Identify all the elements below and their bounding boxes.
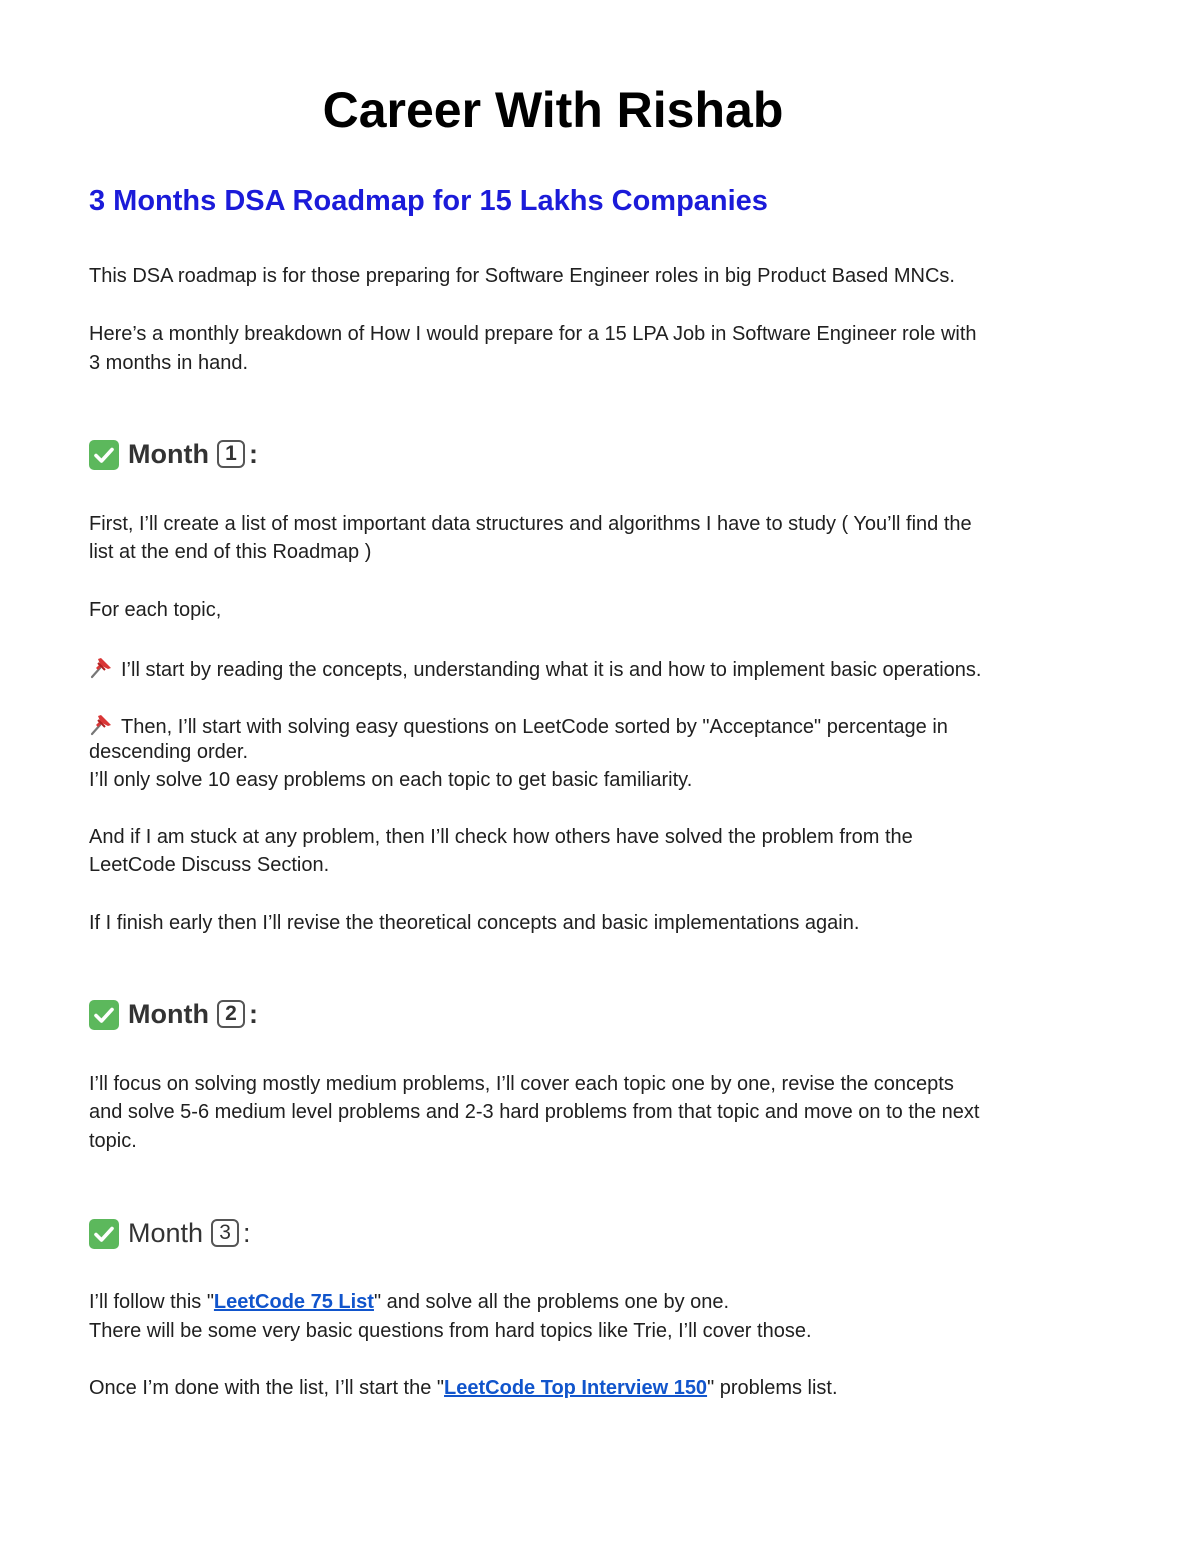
- intro-paragraph-2-line-1: Here’s a monthly breakdown of How I would prepare for a 15 LPA Job in Software Engineer role with: [89, 323, 977, 345]
- month-1-paragraph-6: If I finish early then I’ll revise the theoretical concepts and basic implementations again.: [89, 912, 860, 934]
- month-1-bullet-2-line-3: I’ll only solve 10 easy problems on each topic to get basic familiarity.: [89, 769, 693, 791]
- check-mark-button-icon: [89, 440, 119, 470]
- month-label: Month: [128, 439, 209, 469]
- roadmap-subtitle: 3 Months DSA Roadmap for 15 Lakhs Companies: [89, 185, 768, 217]
- month-1-paragraph-5-line-2: LeetCode Discuss Section.: [89, 854, 330, 876]
- month-2-heading: [89, 996, 258, 1032]
- leetcode-top-interview-150-link[interactable]: LeetCode Top Interview 150: [444, 1377, 708, 1399]
- month-1-bullet-2-line-1: [89, 709, 948, 742]
- month-1-bullet-2-line-2: descending order.: [89, 741, 249, 763]
- intro-paragraph-2-line-2: 3 months in hand.: [89, 352, 248, 374]
- month-colon: :: [248, 999, 258, 1029]
- month-1-heading: [89, 436, 258, 472]
- month-3-heading: [89, 1215, 251, 1251]
- month-1-bullet-1: [89, 652, 981, 685]
- text-segment: " and solve all the problems one by one.: [373, 1291, 730, 1313]
- month-label: Month: [128, 1218, 204, 1248]
- pushpin-icon: [89, 712, 115, 736]
- keycap-digit-icon: 3: [211, 1219, 239, 1247]
- month-3-line-3: [89, 1374, 838, 1403]
- month-2-line-3: topic.: [89, 1130, 137, 1152]
- text-segment: Once I’m done with the list, I’ll start the ": [89, 1377, 445, 1399]
- check-mark-button-icon: [89, 1000, 119, 1030]
- month-3-line-1: [89, 1288, 729, 1317]
- month-label: Month: [128, 999, 209, 1029]
- keycap-digit-icon: 2: [217, 1000, 245, 1028]
- check-mark-button-icon: [89, 1219, 119, 1249]
- bullet-text: Then, I’ll start with solving easy questions on LeetCode sorted by "Acceptance" percentage in: [121, 716, 948, 738]
- month-colon: :: [243, 1218, 251, 1248]
- month-1-paragraph-5-line-1: And if I am stuck at any problem, then I’ll check how others have solved the problem from the: [89, 826, 913, 848]
- text-segment: I’ll follow this ": [89, 1291, 214, 1313]
- month-1-paragraph-1-line-2: list at the end of this Roadmap ): [89, 541, 372, 563]
- month-1-paragraph-1-line-1: First, I’ll create a list of most important data structures and algorithms I have to study ( You’ll find the: [89, 513, 972, 535]
- pushpin-icon: [89, 655, 115, 679]
- bullet-text: I’ll start by reading the concepts, understanding what it is and how to implement basic operations.: [121, 659, 982, 681]
- month-1-paragraph-2: For each topic,: [89, 599, 222, 621]
- keycap-digit-icon: 1: [217, 440, 245, 468]
- month-2-line-2: and solve 5-6 medium level problems and 2-3 hard problems from that topic and move on to the next: [89, 1101, 980, 1123]
- month-colon: :: [248, 439, 258, 469]
- month-3-line-2: There will be some very basic questions from hard topics like Trie, I’ll cover those.: [89, 1320, 812, 1342]
- text-segment: " problems list.: [707, 1377, 838, 1399]
- leetcode-75-list-link[interactable]: LeetCode 75 List: [213, 1291, 374, 1313]
- page-title: Career With Rishab: [322, 82, 784, 138]
- month-2-line-1: I’ll focus on solving mostly medium problems, I’ll cover each topic one by one, revise the concepts: [89, 1073, 954, 1095]
- intro-paragraph-1: This DSA roadmap is for those preparing for Software Engineer roles in big Product Based MNCs.: [89, 265, 955, 287]
